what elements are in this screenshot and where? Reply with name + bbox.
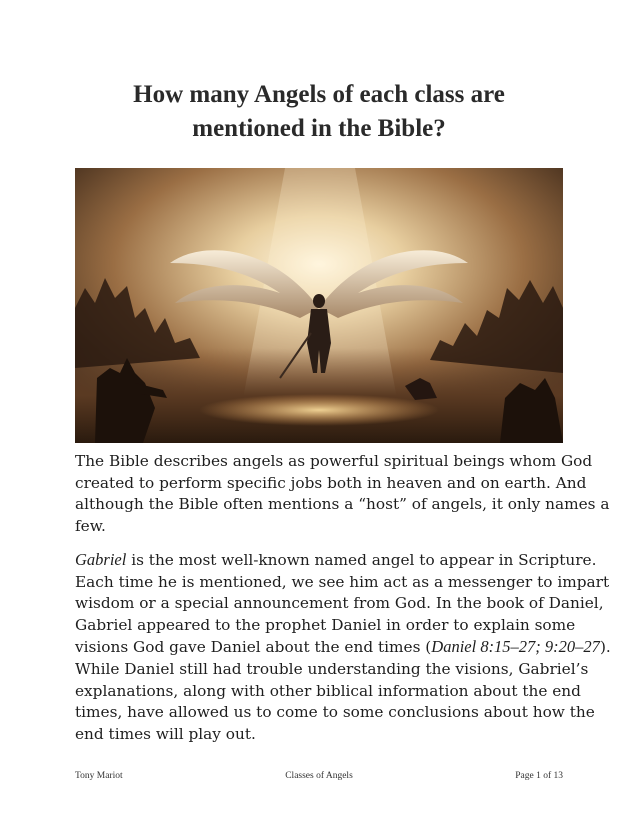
gabriel-line-text: ). [599, 638, 611, 657]
gabriel-name: Gabriel [75, 550, 127, 569]
footer-author: Tony Mariot [75, 771, 123, 781]
gabriel-line: Gabriel appeared to the prophet Daniel in order to explain some [75, 615, 576, 634]
hero-image [75, 168, 563, 443]
intro-line: few. [75, 516, 106, 535]
gabriel-line: times, have allowed us to come to some conclusions about how the [75, 703, 595, 722]
gabriel-line: explanations, along with other biblical information about the end [75, 681, 581, 700]
intro-line: although the Bible often mentions a “host” of angels, it only names a [75, 495, 610, 514]
footer-page-number: Page 1 of 13 [515, 771, 563, 781]
gabriel-line: wisdom or a special announcement from God. In the book of Daniel, [75, 594, 604, 613]
intro-line: The Bible describes angels as powerful spiritual beings whom God [75, 452, 593, 470]
intro-line: created to perform specific jobs both in heaven and on earth. And [75, 473, 587, 492]
angel-illustration [75, 168, 563, 443]
intro-paragraph [75, 451, 610, 537]
gabriel-line: end times will play out. [75, 724, 256, 743]
scripture-reference: Daniel 8:15–27; 9:20–27 [431, 637, 600, 657]
gabriel-paragraph [75, 549, 611, 745]
gabriel-line [75, 549, 597, 572]
gabriel-line: Each time he is mentioned, we see him act as a messenger to impart [75, 572, 610, 591]
page-title [60, 78, 578, 146]
title-line-2: mentioned in the Bible? [192, 115, 446, 142]
page-footer [75, 771, 563, 785]
gabriel-line [75, 636, 611, 659]
gabriel-line-text: is the most well-known named angel to appear in Scripture. [126, 551, 597, 569]
footer-title: Classes of Angels [285, 771, 353, 781]
gabriel-line: While Daniel still had trouble understanding the visions, Gabriel’s [75, 659, 589, 678]
gabriel-line-text: visions God gave Daniel about the end times ( [75, 638, 432, 657]
title-line-1: How many Angels of each class are [133, 81, 505, 108]
